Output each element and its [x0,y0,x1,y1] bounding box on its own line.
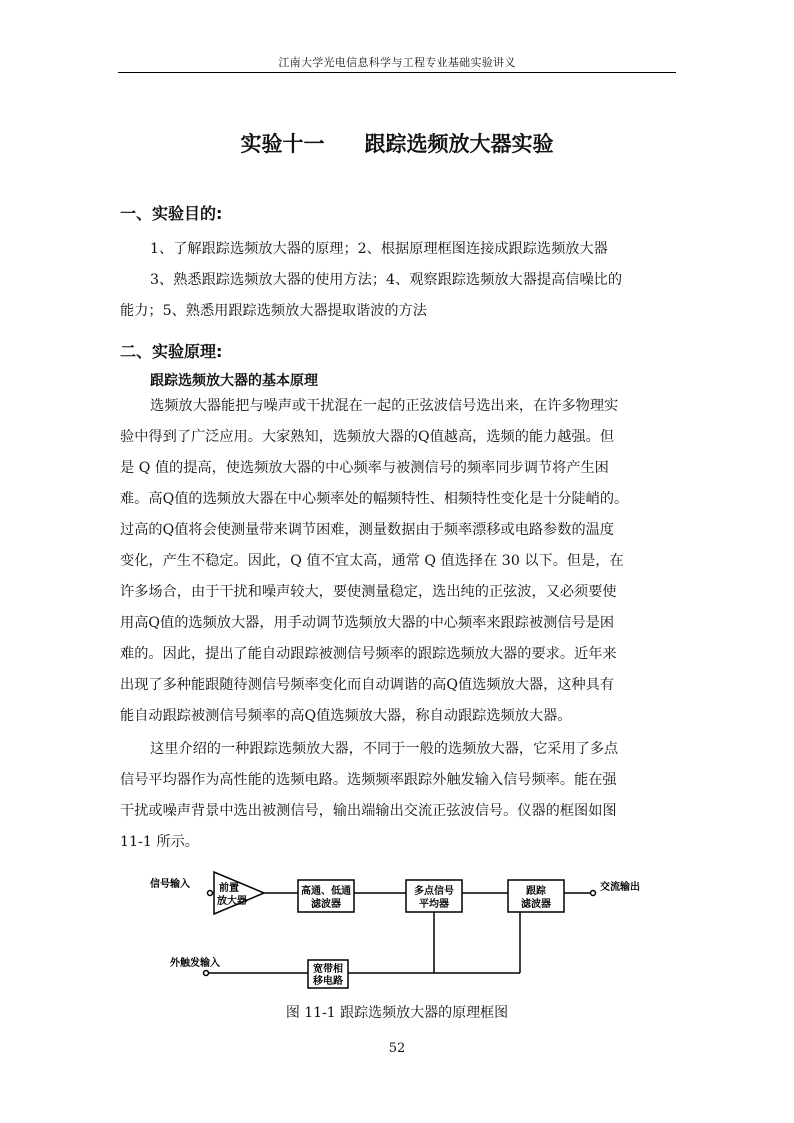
paragraph-line: 难。高Q值的选频放大器在中心频率处的幅频特性、相频特性变化是十分陡峭的。 [120,491,629,507]
trigger-terminal [204,971,209,976]
preamp-label: 放大器 [217,896,247,907]
objective-line: 1、了解跟踪选频放大器的原理；2、根据原理框图连接成跟踪选频放大器 [150,241,608,257]
phase-shift-label: 移电路 [313,976,343,987]
tracking-filter-label: 滤波器 [521,899,551,910]
averager-label: 平均器 [419,899,449,910]
paragraph-line: 验中得到了广泛应用。大家熟知，选频放大器的Q值越高，选频的能力越强。但 [120,429,615,445]
input-terminal [208,891,213,896]
paragraph-line: 许多场合，由于干扰和噪声较大，要使测量稳定，选出纯的正弦波，又必须要使 [120,584,617,600]
objective-line: 3、熟悉跟踪选频放大器的使用方法；4、观察跟踪选频放大器提高信噪比的 [150,272,623,288]
signal-input-label: 信号输入 [150,879,190,890]
paragraph-line: 干扰或噪声背景中选出被测信号，输出端输出交流正弦波信号。仪器的框图如图 [120,803,617,819]
paragraph-line: 过高的Q值将会使测量带来调节困难，测量数据由于频率漂移或电路参数的温度 [120,522,615,538]
figure-caption: 图 11-1 跟踪选频放大器的原理框图 [285,1005,509,1021]
preamp-label: 前置 [219,883,239,894]
paragraph-line: 这里介绍的一种跟踪选频放大器，不同于一般的选频放大器，它采用了多点 [150,741,619,757]
paragraph-line: 能自动跟踪被测信号频率的高Q值选频放大器，称自动跟踪选频放大器。 [120,708,572,724]
section-heading-principle: 二、实验原理: [120,342,223,361]
output-terminal [591,891,596,896]
phase-shift-label: 宽带相 [313,964,343,975]
ac-output-label: 交流输出 [600,882,640,893]
paragraph-line: 信号平均器作为高性能的选频电路。选频频率跟踪外触发输入信号频率。能在强 [120,772,617,788]
paragraph-line: 选频放大器能把与噪声或干扰混在一起的正弦波信号选出来，在许多物理实 [150,398,619,414]
block-diagram [140,860,670,1000]
experiment-title [0,128,794,158]
paragraph-line: 是 Q 值的提高，使选频放大器的中心频率与被测信号的频率同步调节将产生困 [120,460,609,476]
paragraph-line: 用高Q值的选频放大器，用手动调节选频放大器的中心频率来跟踪被测信号是困 [120,615,615,631]
title-number: 实验十一 [240,132,325,156]
paragraph-line: 难的。因此，提出了能自动跟踪被测信号频率的跟踪选频放大器的要求。近年来 [120,646,617,662]
objective-line: 能力；5、熟悉用跟踪选频放大器提取谐波的方法 [120,303,427,319]
header-rule [118,72,676,73]
filter-label: 滤波器 [311,899,341,910]
page-header: 江南大学光电信息科学与工程专业基础实验讲义 [278,56,516,69]
ext-trigger-label: 外触发输入 [170,958,220,969]
paragraph-line: 变化，产生不稳定。因此，Q 值不宜太高，通常 Q 值选择在 30 以下。但是，在 [120,553,624,569]
subheading: 跟踪选频放大器的基本原理 [150,373,318,389]
title-name: 跟踪选频放大器实验 [364,132,554,156]
averager-label: 多点信号 [414,886,454,897]
paragraph-line: 11-1 所示。 [120,834,199,850]
paragraph-line: 出现了多种能跟随待测信号频率变化而自动调谐的高Q值选频放大器，这种具有 [120,677,615,693]
page-number: 52 [388,1041,406,1056]
section-heading-objectives: 一、实验目的: [120,204,223,223]
tracking-filter-label: 跟踪 [526,886,546,897]
filter-label: 高通、低通 [301,886,351,897]
